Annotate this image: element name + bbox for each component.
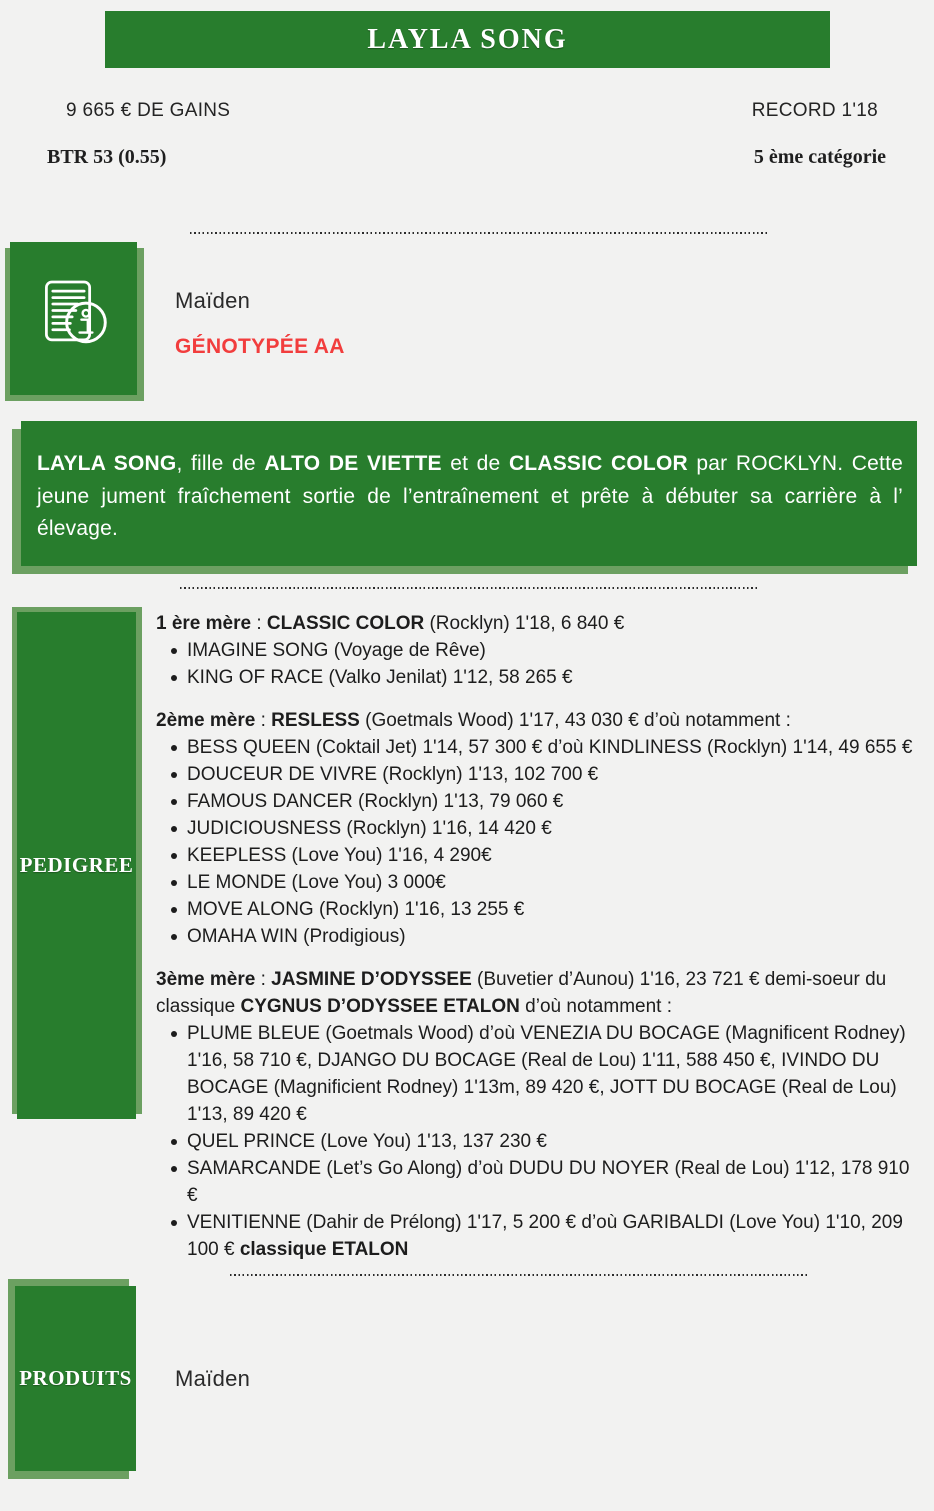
dotted-divider xyxy=(230,1273,808,1276)
page-title-banner xyxy=(105,11,830,68)
pedigree-generation-heading: 2ème mère : RESLESS (Goetmals Wood) 1'17, 43 030 € d’où notamment : xyxy=(156,710,791,731)
info-green-box xyxy=(10,242,137,395)
pedigree-section xyxy=(17,607,934,1263)
pedigree-offspring-item: OMAHA WIN (Prodigious) xyxy=(187,923,922,950)
pedigree-offspring-item: SAMARCANDE (Let’s Go Along) d’où DUDU DU NOYER (Real de Lou) 1'12, 178 910 € xyxy=(187,1155,922,1209)
btr-value: BTR 53 (0.55) xyxy=(47,146,167,168)
pedigree-offspring-item: LE MONDE (Love You) 3 000€ xyxy=(187,869,922,896)
category-value: 5 ème catégorie xyxy=(753,146,886,168)
pedigree-offspring-list xyxy=(156,1020,922,1263)
maiden-status: Maïden xyxy=(175,288,251,313)
pedigree-generation-heading: 1 ère mère : CLASSIC COLOR (Rocklyn) 1'18, 6 840 € xyxy=(156,613,625,634)
pedigree-generation xyxy=(156,966,922,1263)
produits-maiden-status: Maïden xyxy=(175,1365,251,1391)
record-value: RECORD 1'18 xyxy=(751,100,878,121)
pedigree-offspring-list xyxy=(156,637,922,691)
pedigree-generation-heading: 3ème mère : JASMINE D’ODYSSEE (Buvetier d’Aunou) 1'16, 23 721 € demi-soeur du classique CYGNUS D’ODYSSEE ETALON d’où notamment : xyxy=(156,969,887,1017)
pedigree-offspring-list xyxy=(156,734,922,950)
pedigree-offspring-item: PLUME BLEUE (Goetmals Wood) d’où VENEZIA DU BOCAGE (Magnificent Rodney) 1'16, 58 710 €, DJANGO DU BOCAGE (Real de Lou) 1'11, 588 450 €, IVINDO DU BOCAGE (Magnificient Rodney) 1'13m, 89 420 €, JOTT DU BOCAGE (Real de Lou) 1'13, 89 420 € xyxy=(187,1020,922,1128)
produits-section xyxy=(15,1286,934,1471)
pedigree-offspring-item: FAMOUS DANCER (Rocklyn) 1'13, 79 060 € xyxy=(187,788,922,815)
dotted-divider xyxy=(190,231,768,234)
gains-value: 9 665 € DE GAINS xyxy=(66,100,231,121)
info-section xyxy=(10,242,934,395)
pedigree-offspring-item: JUDICIOUSNESS (Rocklyn) 1'16, 14 420 € xyxy=(187,815,922,842)
pedigree-offspring-item: KEEPLESS (Love You) 1'16, 4 290€ xyxy=(187,842,922,869)
pedigree-offspring-item: KING OF RACE (Valko Jenilat) 1'12, 58 265 € xyxy=(187,664,922,691)
produits-label: PRODUITS xyxy=(19,1366,132,1390)
dotted-divider xyxy=(180,586,757,589)
description-paragraph: LAYLA SONG, fille de ALTO DE VIETTE et de CLASSIC COLOR par ROCKLYN. Cette jeune jument fraîchement sortie de l’entraînement et prête à débuter sa carrière à l’ élevage. xyxy=(37,452,903,541)
pedigree-offspring-item: BESS QUEEN (Coktail Jet) 1'14, 57 300 € d’où KINDLINESS (Rocklyn) 1'14, 49 655 € xyxy=(187,734,922,761)
pedigree-content xyxy=(156,607,922,1263)
pedigree-generation xyxy=(156,610,922,691)
genotype-label: GÉNOTYPÉE AA xyxy=(175,335,345,358)
page-title: LAYLA SONG xyxy=(367,23,568,55)
pedigree-label: PEDIGREE xyxy=(19,853,134,877)
pedigree-generation xyxy=(156,707,922,950)
pedigree-offspring-item: IMAGINE SONG (Voyage de Rêve) xyxy=(187,637,922,664)
pedigree-offspring-item: MOVE ALONG (Rocklyn) 1'16, 13 255 € xyxy=(187,896,922,923)
pedigree-offspring-item: VENITIENNE (Dahir de Prélong) 1'17, 5 200 € d’où GARIBALDI (Love You) 1'10, 209 100 € classique ETALON xyxy=(187,1209,922,1263)
produits-side-box xyxy=(15,1286,136,1471)
description-box xyxy=(21,421,917,566)
pedigree-offspring-item: QUEL PRINCE (Love You) 1'13, 137 230 € xyxy=(187,1128,922,1155)
document-info-icon xyxy=(28,270,120,367)
pedigree-offspring-item: DOUCEUR DE VIVRE (Rocklyn) 1'13, 102 700 € xyxy=(187,761,922,788)
pedigree-side-box xyxy=(17,612,136,1119)
